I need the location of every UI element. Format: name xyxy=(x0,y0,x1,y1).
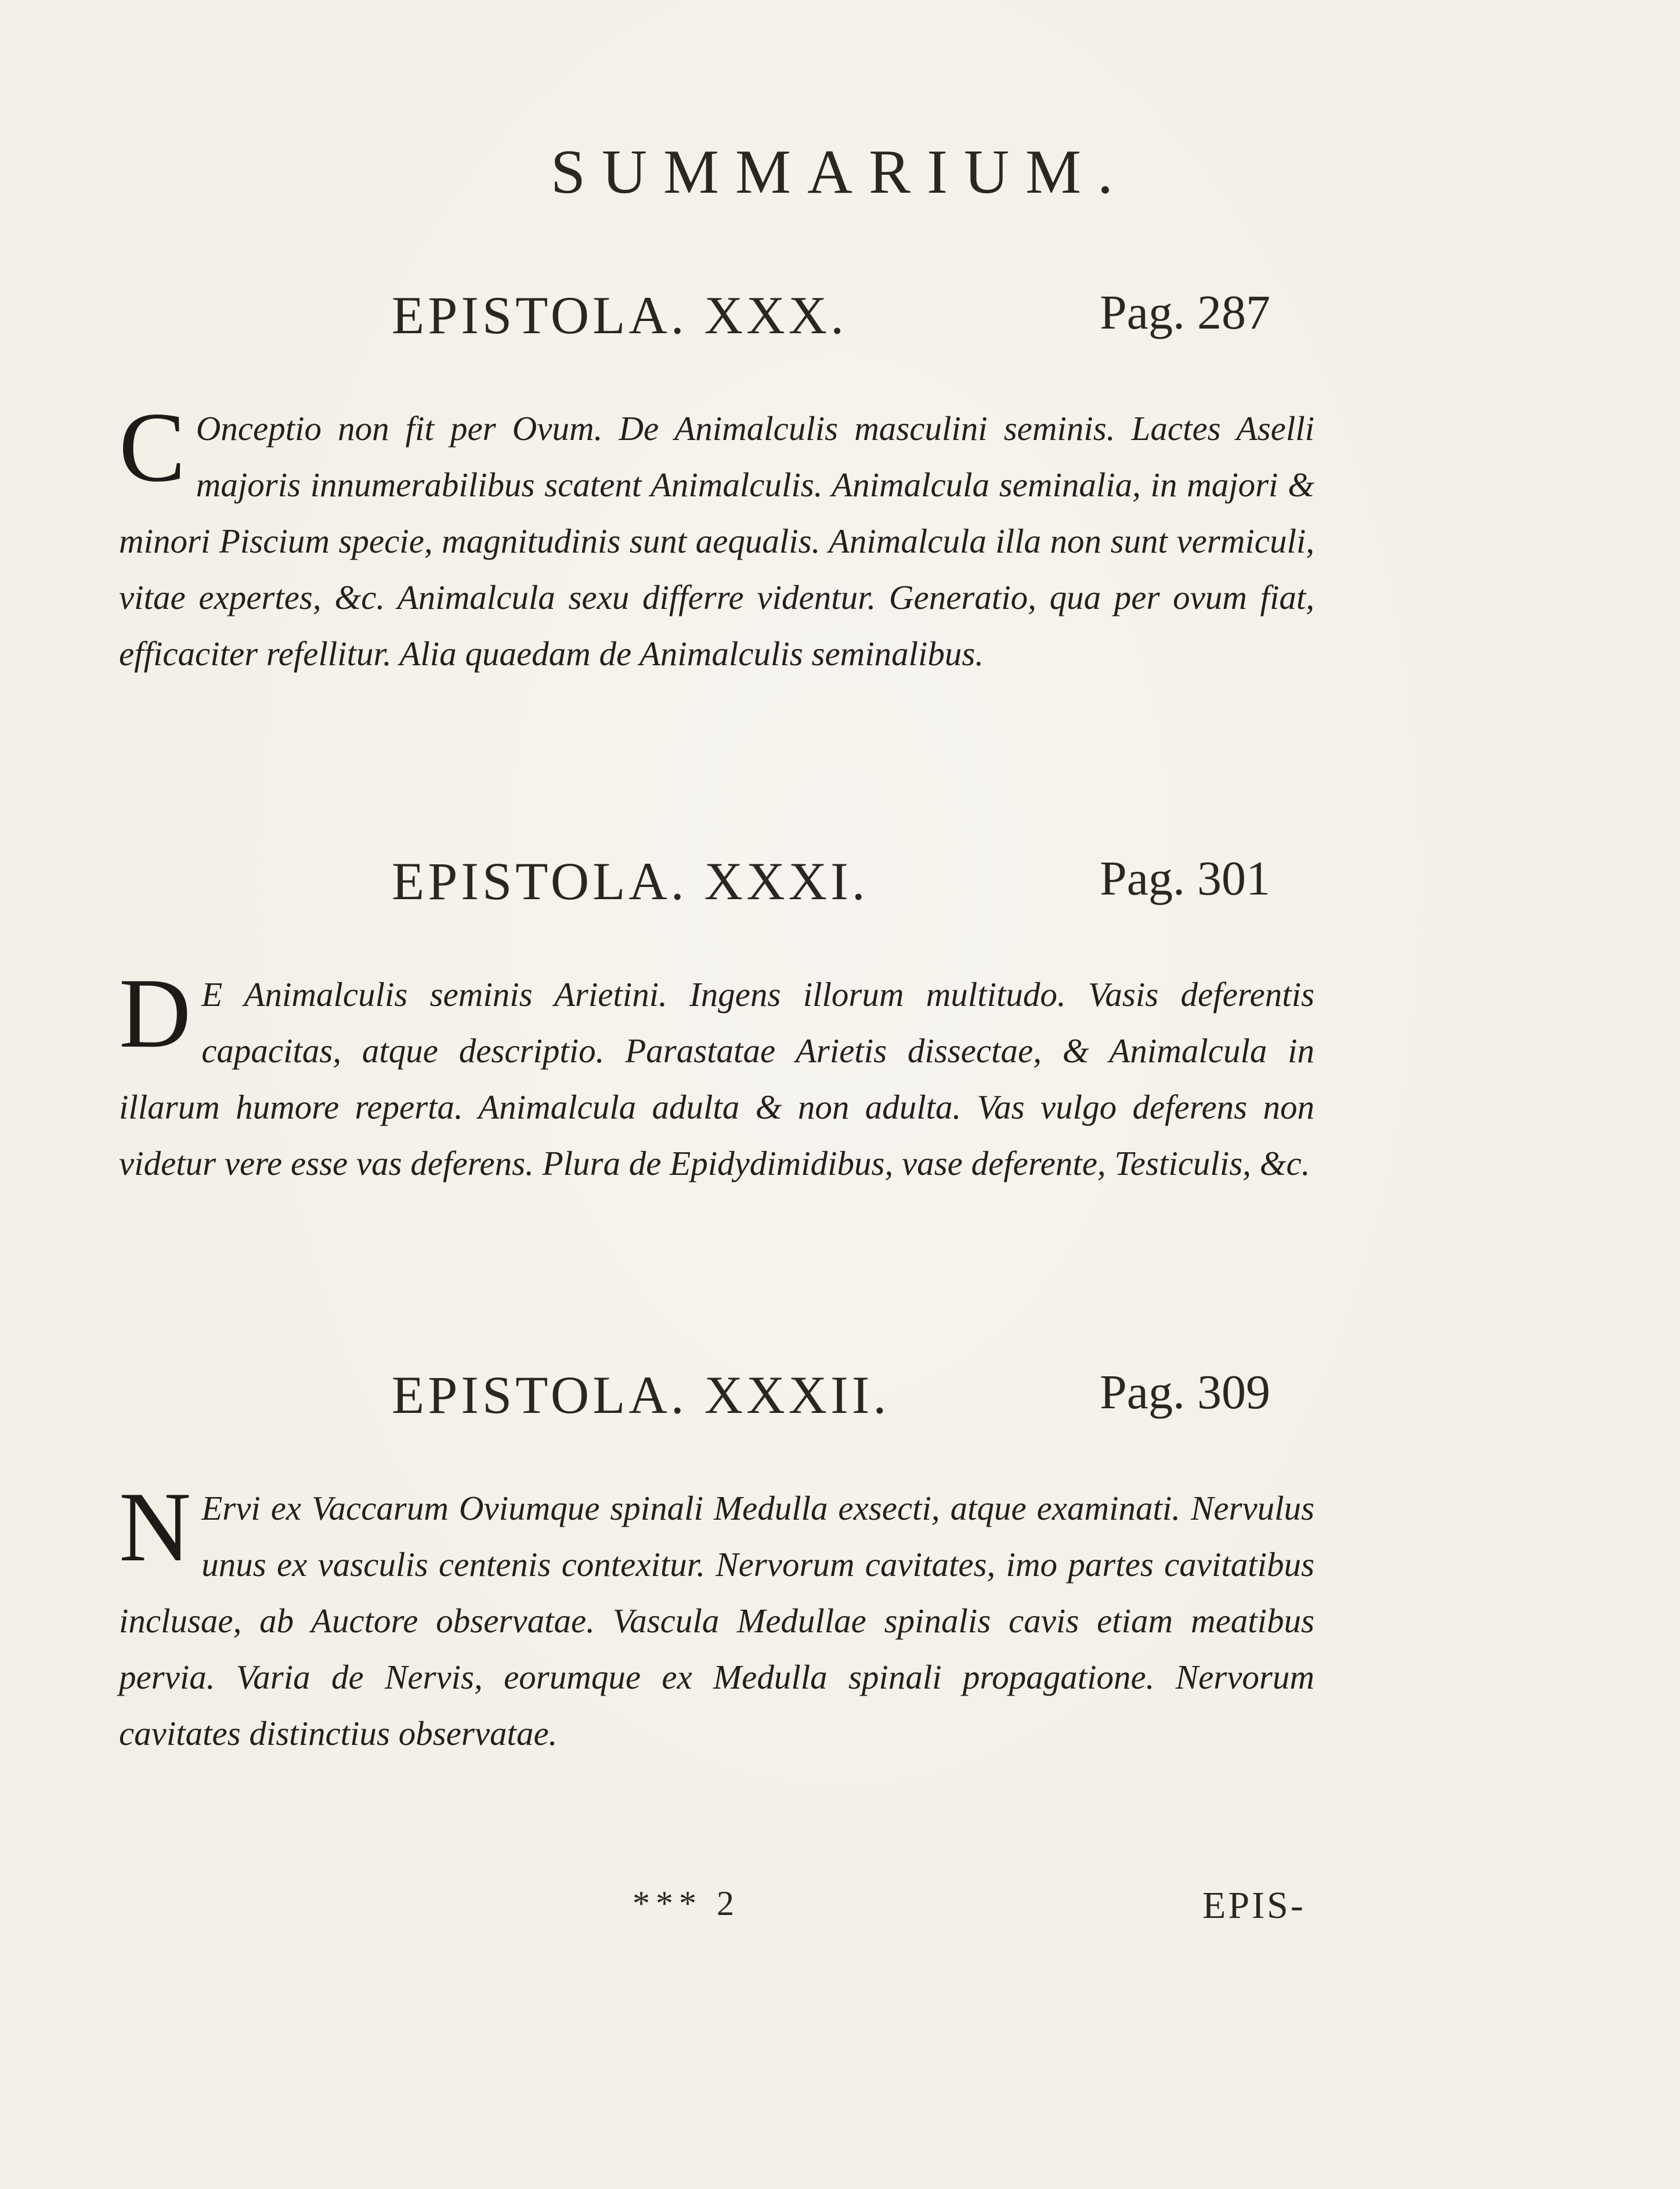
page-title: SUMMARIUM. xyxy=(550,138,1130,207)
page-reference: Pag. 301 xyxy=(1100,852,1270,906)
epistola-section xyxy=(119,850,1314,1192)
section-summary xyxy=(119,958,1314,1192)
section-heading-row xyxy=(119,850,1314,926)
epistola-heading: EPISTOLA. XXXII. xyxy=(392,1365,890,1425)
section-heading-row xyxy=(119,284,1314,360)
summary-text: Onceptio non fit per Ovum. De Animalculis masculini seminis. Lactes Aselli majoris innumerabilibus scatent Animalculis. Animalcula seminalia, in majori & minori Piscium specie, magnitudinis sunt aequalis. Animalcula illa non sunt vermiculi, vitae expertes, &c. Animalcula sexu differre videntur. Generatio, qua per ovum fiat, efficaciter refellitur. Alia quaedam de Animalculis seminalibus. xyxy=(119,409,1314,673)
page-reference: Pag. 287 xyxy=(1100,286,1270,340)
epistola-section xyxy=(119,1364,1314,1762)
section-summary xyxy=(119,1472,1314,1762)
drop-cap: N xyxy=(119,1472,192,1582)
catchword: EPIS- xyxy=(1202,1884,1306,1927)
drop-cap: D xyxy=(119,958,192,1069)
signature-mark: *** 2 xyxy=(633,1884,740,1923)
page-reference: Pag. 309 xyxy=(1100,1365,1270,1419)
drop-cap: C xyxy=(119,392,186,503)
epistola-heading: EPISTOLA. XXXI. xyxy=(392,852,869,911)
epistola-section xyxy=(119,284,1314,682)
summary-text: Ervi ex Vaccarum Oviumque spinali Medulla exsecti, atque examinati. Nervulus unus ex vasculis centenis contexitur. Nervorum cavitates, imo partes cavitatibus inclusae, ab Auctore observatae. Vascula Medullae spinalis cavis etiam meatibus pervia. Varia de Nervis, eorumque ex Medulla spinali propagatione. Nervorum cavitates distinctius observatae. xyxy=(119,1489,1314,1752)
section-summary xyxy=(119,392,1314,682)
epistola-heading: EPISTOLA. XXX. xyxy=(392,286,848,345)
section-heading-row xyxy=(119,1364,1314,1440)
page-footer xyxy=(0,1884,1680,1942)
summary-text: E Animalculis seminis Arietini. Ingens illorum multitudo. Vasis deferentis capacitas, atque descriptio. Parastatae Arietis dissectae, & Animalcula in illarum humore reperta. Animalcula adulta & non adulta. Vas vulgo deferens non videtur vere esse vas deferens. Plura de Epidydimidibus, vase deferente, Testiculis, &c. xyxy=(119,975,1314,1182)
